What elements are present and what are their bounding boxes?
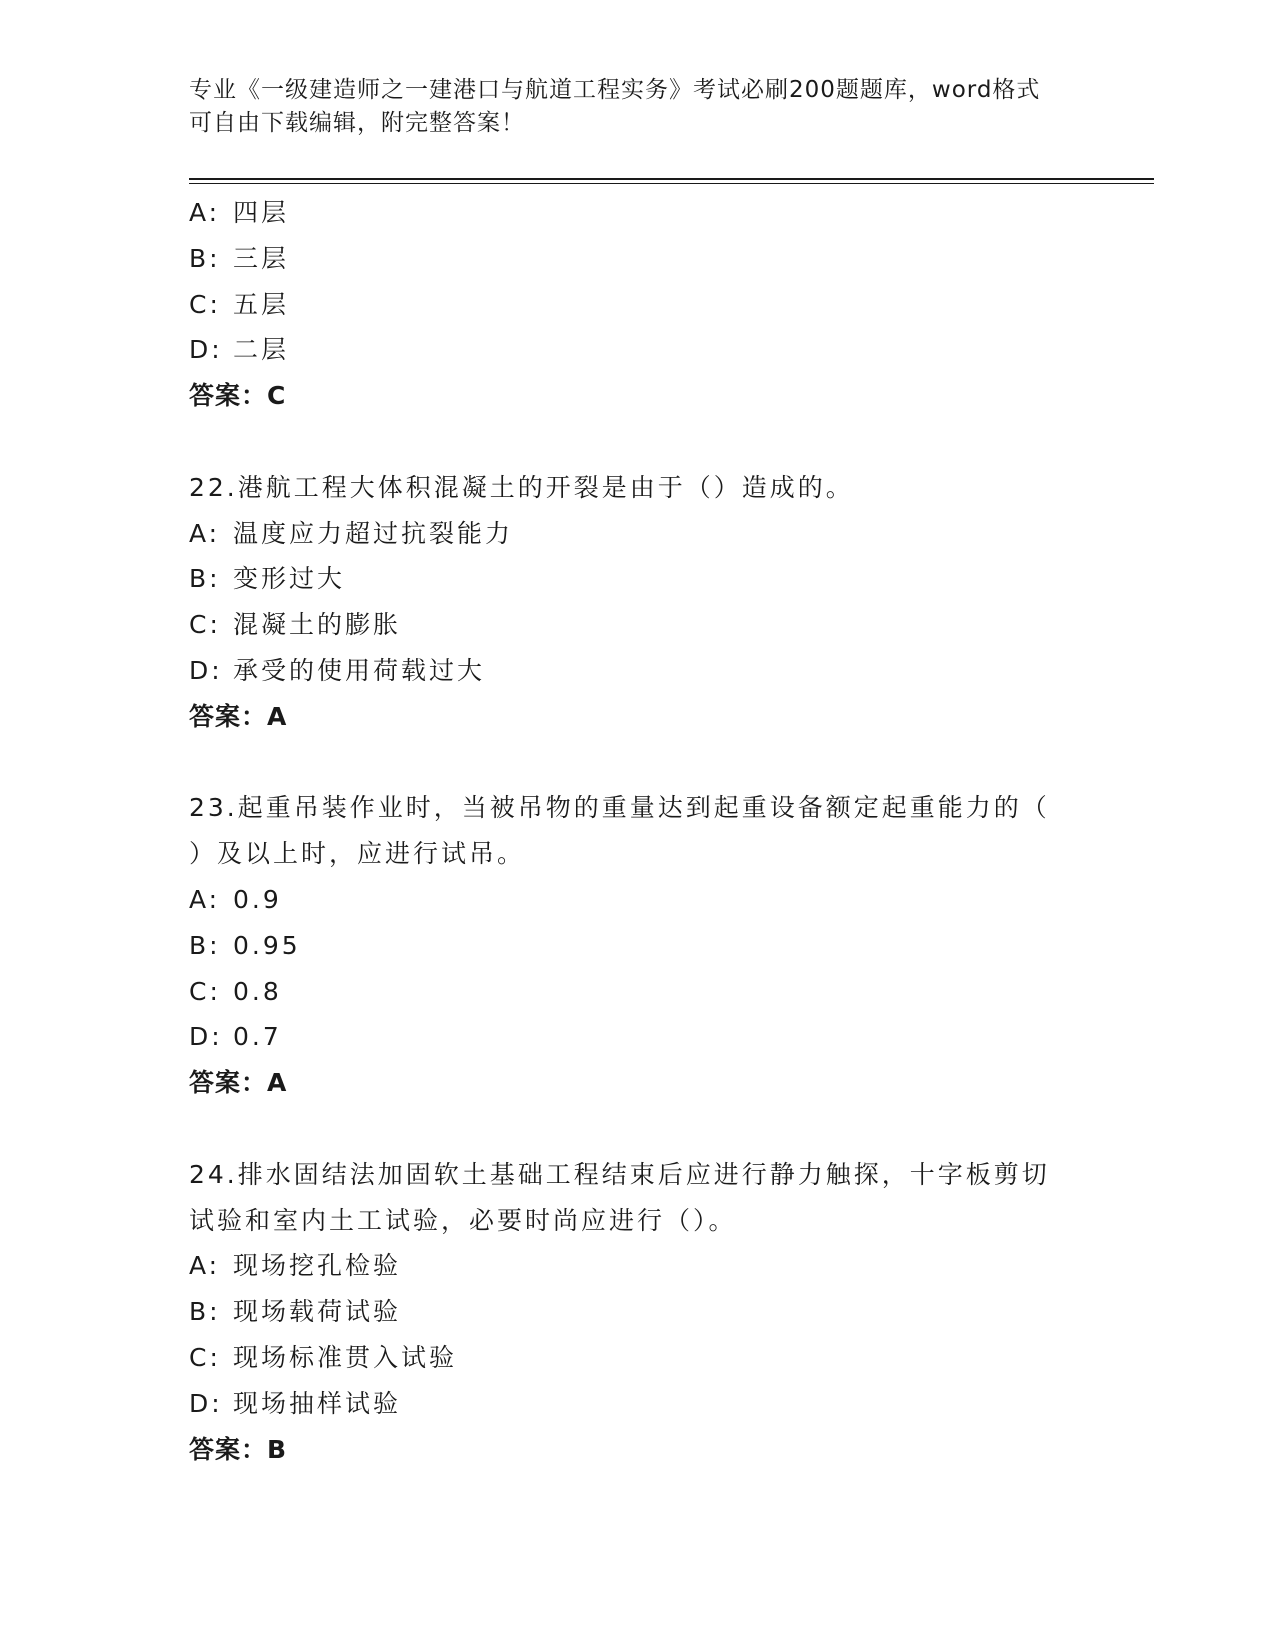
option-a <box>189 1243 1089 1289</box>
option-label: D: <box>189 655 223 685</box>
option-text: 温度应力超过抗裂能力 <box>233 518 514 548</box>
question-stem-line-1: 24.排水固结法加固软土基础工程结束后应进行静力触探，十字板剪切 <box>189 1159 1050 1189</box>
option-label: B: <box>189 930 221 960</box>
option-text: 现场载荷试验 <box>233 1297 402 1327</box>
option-text: 现场标准贯入试验 <box>233 1342 458 1372</box>
answer: 答案：C <box>189 381 287 411</box>
option-b <box>189 236 1089 282</box>
option-a <box>189 877 1089 923</box>
option-label: A: <box>189 1251 221 1281</box>
option-label: A: <box>189 518 221 548</box>
option-label: B: <box>189 564 221 594</box>
option-text: 0.8 <box>233 976 282 1006</box>
option-text: 0.95 <box>233 930 301 960</box>
option-b <box>189 556 1089 602</box>
question-stem-line-2: ）及以上时，应进行试吊。 <box>189 839 526 869</box>
option-c <box>189 1335 1089 1381</box>
option-label: B: <box>189 243 221 273</box>
header-line-1: 专业《一级建造师之一建港口与航道工程实务》考试必刷200题题库，word格式 <box>189 77 1041 103</box>
option-d <box>189 327 1089 373</box>
option-label: D: <box>189 1022 223 1052</box>
question-24 <box>189 1152 1089 1473</box>
option-label: C: <box>189 610 221 640</box>
question-stem: 22.港航工程大体积混凝土的开裂是由于（）造成的。 <box>189 472 854 502</box>
option-label: A: <box>189 198 221 227</box>
option-c <box>189 602 1089 648</box>
option-a <box>189 511 1089 557</box>
option-text: 混凝土的膨胀 <box>233 610 402 640</box>
answer: 答案：A <box>189 701 288 731</box>
option-label: B: <box>189 1297 221 1327</box>
option-text: 三层 <box>233 243 290 273</box>
header-line-2: 可自由下载编辑，附完整答案！ <box>189 110 525 136</box>
option-text: 承受的使用荷载过大 <box>233 655 486 685</box>
header-rule-thin <box>189 183 1154 184</box>
question-23 <box>189 785 1089 1106</box>
option-label: D: <box>189 335 223 365</box>
option-text: 五层 <box>233 289 290 319</box>
document-header <box>189 74 1069 140</box>
option-text: 0.7 <box>233 1022 282 1052</box>
option-label: D: <box>189 1388 223 1418</box>
option-b <box>189 1289 1089 1335</box>
option-d <box>189 1014 1089 1060</box>
option-text: 二层 <box>233 335 290 365</box>
option-text: 四层 <box>233 198 290 227</box>
option-c <box>189 969 1089 1015</box>
question-21 <box>189 190 1089 419</box>
option-label: C: <box>189 289 221 319</box>
question-stem-line-2: 试验和室内土工试验，必要时尚应进行（）。 <box>189 1205 737 1235</box>
option-text: 现场抽样试验 <box>233 1388 402 1418</box>
option-label: C: <box>189 1342 221 1372</box>
option-text: 变形过大 <box>233 564 346 594</box>
option-text: 0.9 <box>233 884 282 914</box>
question-list <box>189 190 1089 1472</box>
option-label: A: <box>189 884 221 914</box>
header-rule-thick <box>189 178 1154 180</box>
option-label: C: <box>189 976 221 1006</box>
option-d <box>189 648 1089 694</box>
option-c <box>189 282 1089 328</box>
option-b <box>189 923 1089 969</box>
option-d <box>189 1381 1089 1427</box>
answer: 答案：B <box>189 1434 288 1464</box>
option-text: 现场挖孔检验 <box>233 1251 402 1281</box>
answer: 答案：A <box>189 1068 288 1098</box>
option-a <box>189 190 1089 236</box>
question-22 <box>189 465 1089 740</box>
question-stem-line-1: 23.起重吊装作业时，当被吊物的重量达到起重设备额定起重能力的（ <box>189 793 1050 823</box>
